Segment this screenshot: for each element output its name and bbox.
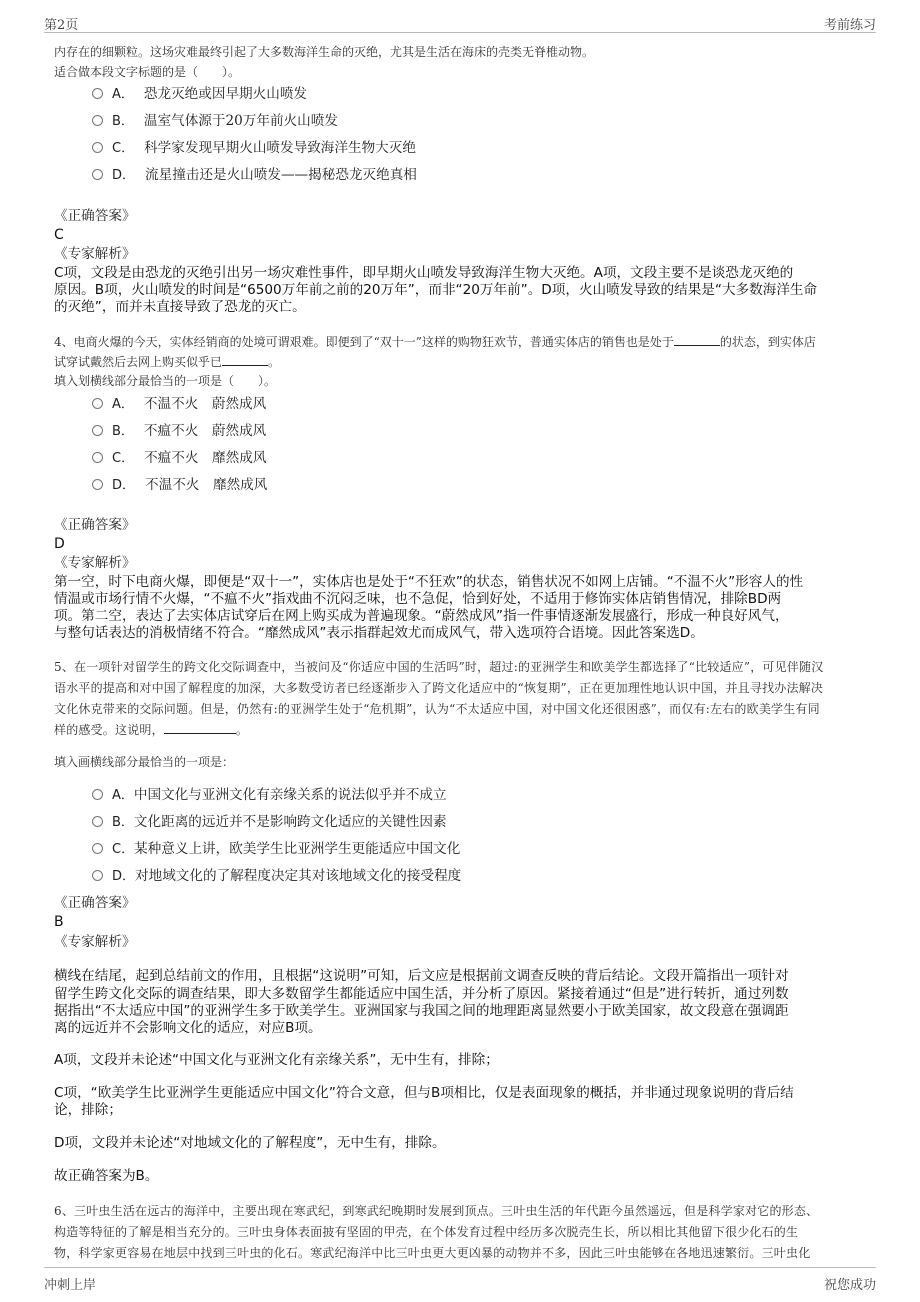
q4-stem: 4、电商火爆的今天，实体经销商的处境可谓艰难。即便到了“双十一”这样的购物狂欢节，普通实体店的销售也是处于 的状态，到实体店	[54, 335, 816, 349]
page-header	[44, 12, 876, 33]
answer-blank	[674, 333, 720, 346]
q4-analysis-line: 项。第二空，表达了去实体店试穿后在网上购买成为普遍现象。“蔚然成风”指一件事情逐渐发展盛行，形成一种良好风气，	[54, 608, 789, 624]
q3-analysis-line: C项，文段是由恐龙的灭绝引出另一场灾难性事件，即早期火山喷发导致海洋生物大灭绝。A项，文段主要不是谈恐龙灭绝的	[54, 265, 794, 281]
q4-option-b[interactable]: B． 不瘟不火 蔚然成风	[92, 421, 266, 441]
radio-icon[interactable]	[92, 816, 103, 827]
radio-icon[interactable]	[92, 398, 103, 409]
q3-prompt: 适合做本段文字标题的是（ ）。	[54, 65, 241, 79]
q3-analysis-line: 原因。B项，火山喷发的时间是“6500万年前之前的20万年”，而非“20万年前”。D项，火山喷发导致的结果是“大多数海洋生命	[54, 282, 818, 298]
q5-answer: B	[54, 914, 64, 930]
radio-icon[interactable]	[92, 452, 103, 463]
q3-option-a[interactable]: A． 恐龙灭绝或因早期火山喷发	[92, 84, 307, 104]
q5-analysis-option-c: 论，排除；	[54, 1102, 122, 1118]
q3-option-d[interactable]: D． 流星撞击还是火山喷发——揭秘恐龙灭绝真相	[92, 165, 417, 185]
q5-stem-line: 样的感受。这说明， 。	[54, 723, 249, 737]
radio-icon[interactable]	[92, 425, 103, 436]
page-number: 第2页	[44, 18, 79, 33]
q5-stem-line: 语水平的提高和对中国了解程度的加深，大多数受访者已经逐渐步入了跨文化适应中的“恢复期”，正在更加理性地认识中国，并且寻找办法解决	[54, 681, 824, 695]
answer-blank	[164, 721, 236, 734]
q4-analysis-line: 第一空，时下电商火爆，即便是“双十一”，实体店也是处于“不狂欢”的状态，销售状况不如网上店铺。“不温不火”形容人的性	[54, 574, 804, 590]
q5-option-c[interactable]: C．某种意义上讲，欧美学生比亚洲学生更能适应中国文化	[92, 839, 460, 859]
q6-stem-line: 6、三叶虫生活在远古的海洋中，主要出现在寒武纪，到寒武纪晚期时发展到顶点。三叶虫生活的年代距今虽然遥远，但是科学家对它的形态、	[54, 1204, 819, 1218]
q3-stem-tail: 内存在的细颗粒。这场灾难最终引起了大多数海洋生命的灭绝，尤其是生活在海床的壳类无脊椎动物。	[54, 45, 595, 59]
q5-stem-line: 文化休克带来的交际问题。但是，仍然有:的亚洲学生处于“危机期”，认为“不太适应中国，对中国文化还很困惑”，而仅有:左右的欧美学生有同	[54, 702, 820, 716]
q4-option-c[interactable]: C． 不瘟不火 靡然成风	[92, 448, 266, 468]
q5-analysis-line: 横线在结尾，起到总结前文的作用，且根据“这说明”可知，后文应是根据前文调查反映的背后结论。文段开篇指出一项针对	[54, 968, 789, 984]
q4-option-d[interactable]: D． 不温不火 靡然成风	[92, 475, 267, 495]
radio-icon[interactable]	[92, 479, 103, 490]
q5-analysis-label: 《专家解析》	[54, 934, 136, 950]
q3-analysis-line: 的灭绝”，而并未直接导致了恐龙的灭亡。	[54, 299, 306, 315]
q5-analysis-line: 离的远近并不会影响文化的适应，对应B项。	[54, 1020, 322, 1036]
q6-stem-line: 构造等特征的了解是相当充分的。三叶虫身体表面披有坚固的甲壳，在个体发育过程中经历多次脱壳生长，所以相比其他留下很少化石的生	[54, 1225, 799, 1239]
q3-option-c[interactable]: C． 科学家发现早期火山喷发导致海洋生物大灭绝	[92, 138, 416, 158]
radio-icon[interactable]	[92, 142, 103, 153]
q5-analysis-option-c: C项，“欧美学生比亚洲学生更能适应中国文化”符合文意，但与B项相比，仅是表面现象的概括，并非通过现象说明的背后结	[54, 1085, 794, 1101]
radio-icon[interactable]	[92, 870, 103, 881]
answer-blank	[222, 353, 268, 366]
q4-prompt: 填入划横线部分最恰当的一项是（ ）。	[54, 374, 277, 388]
q5-analysis-line: 留学生跨文化交际的调查结果，即大多数留学生都能适应中国生活，并分析了原因。紧接着通过“但是”进行转折，通过列数	[54, 986, 789, 1002]
footer-left: 冲刺上岸	[44, 1278, 97, 1293]
q4-answer: D	[54, 536, 65, 552]
q5-option-d[interactable]: D．对地域文化的了解程度决定其对该地域文化的接受程度	[92, 866, 461, 886]
page-footer	[44, 1267, 876, 1292]
q5-analysis-option-d: D项，文段并未论述“对地域文化的了解程度”，无中生有，排除。	[54, 1135, 446, 1151]
q5-stem-line: 5、在一项针对留学生的跨文化交际调查中，当被问及“你适应中国的生活吗”时，超过:的亚洲学生和欧美学生都选择了“比较适应”，可见伴随汉	[54, 660, 824, 674]
footer-right: 祝您成功	[823, 1278, 876, 1293]
header-title: 考前练习	[823, 18, 876, 33]
radio-icon[interactable]	[92, 843, 103, 854]
q4-answer-label: 《正确答案》	[54, 517, 136, 533]
q4-analysis-label: 《专家解析》	[54, 555, 136, 571]
q6-stem-line: 物，科学家更容易在地层中找到三叶虫的化石。寒武纪海洋中比三叶虫更大更凶暴的动物并不多，因此三叶虫能够在各地迅速繁衍。三叶虫化	[54, 1246, 811, 1260]
q5-option-a[interactable]: A．中国文化与亚洲文化有亲缘关系的说法似乎并不成立	[92, 785, 447, 805]
q3-option-b[interactable]: B． 温室气体源于20万年前火山喷发	[92, 111, 338, 131]
q5-answer-label: 《正确答案》	[54, 895, 136, 911]
radio-icon[interactable]	[92, 88, 103, 99]
q5-conclusion: 故正确答案为B。	[54, 1168, 159, 1184]
q5-option-b[interactable]: B．文化距离的远近并不是影响跨文化适应的关键性因素	[92, 812, 447, 832]
radio-icon[interactable]	[92, 169, 103, 180]
q4-option-a[interactable]: A． 不温不火 蔚然成风	[92, 394, 266, 414]
q5-analysis-line: 据指出“不太适应中国”的亚洲学生多于欧美学生。亚洲国家与我国之间的地理距离显然要小于欧美国家，故文段意在强调距	[54, 1003, 789, 1019]
q5-prompt: 填入画横线部分最恰当的一项是：	[54, 755, 235, 769]
q4-stem: 试穿试戴然后去网上购买似乎已 。	[54, 355, 281, 369]
q3-answer-label: 《正确答案》	[54, 208, 136, 224]
q5-analysis-option-a: A项，文段并未论述“中国文化与亚洲文化有亲缘关系”，无中生有，排除；	[54, 1052, 499, 1068]
q3-analysis-label: 《专家解析》	[54, 246, 136, 262]
q3-answer: C	[54, 227, 64, 243]
radio-icon[interactable]	[92, 789, 103, 800]
q4-analysis-line: 与整句话表达的消极情绪不符合。“靡然成风”表示指群起效尤而成风气，带入选项符合语境。因此答案选D。	[54, 625, 704, 641]
radio-icon[interactable]	[92, 115, 103, 126]
q4-analysis-line: 情温或市场行情不火爆，“不瘟不火”指戏曲不沉闷乏味，也不急促，恰到好处，不适用于修饰实体店销售情况，排除BD两	[54, 591, 782, 607]
